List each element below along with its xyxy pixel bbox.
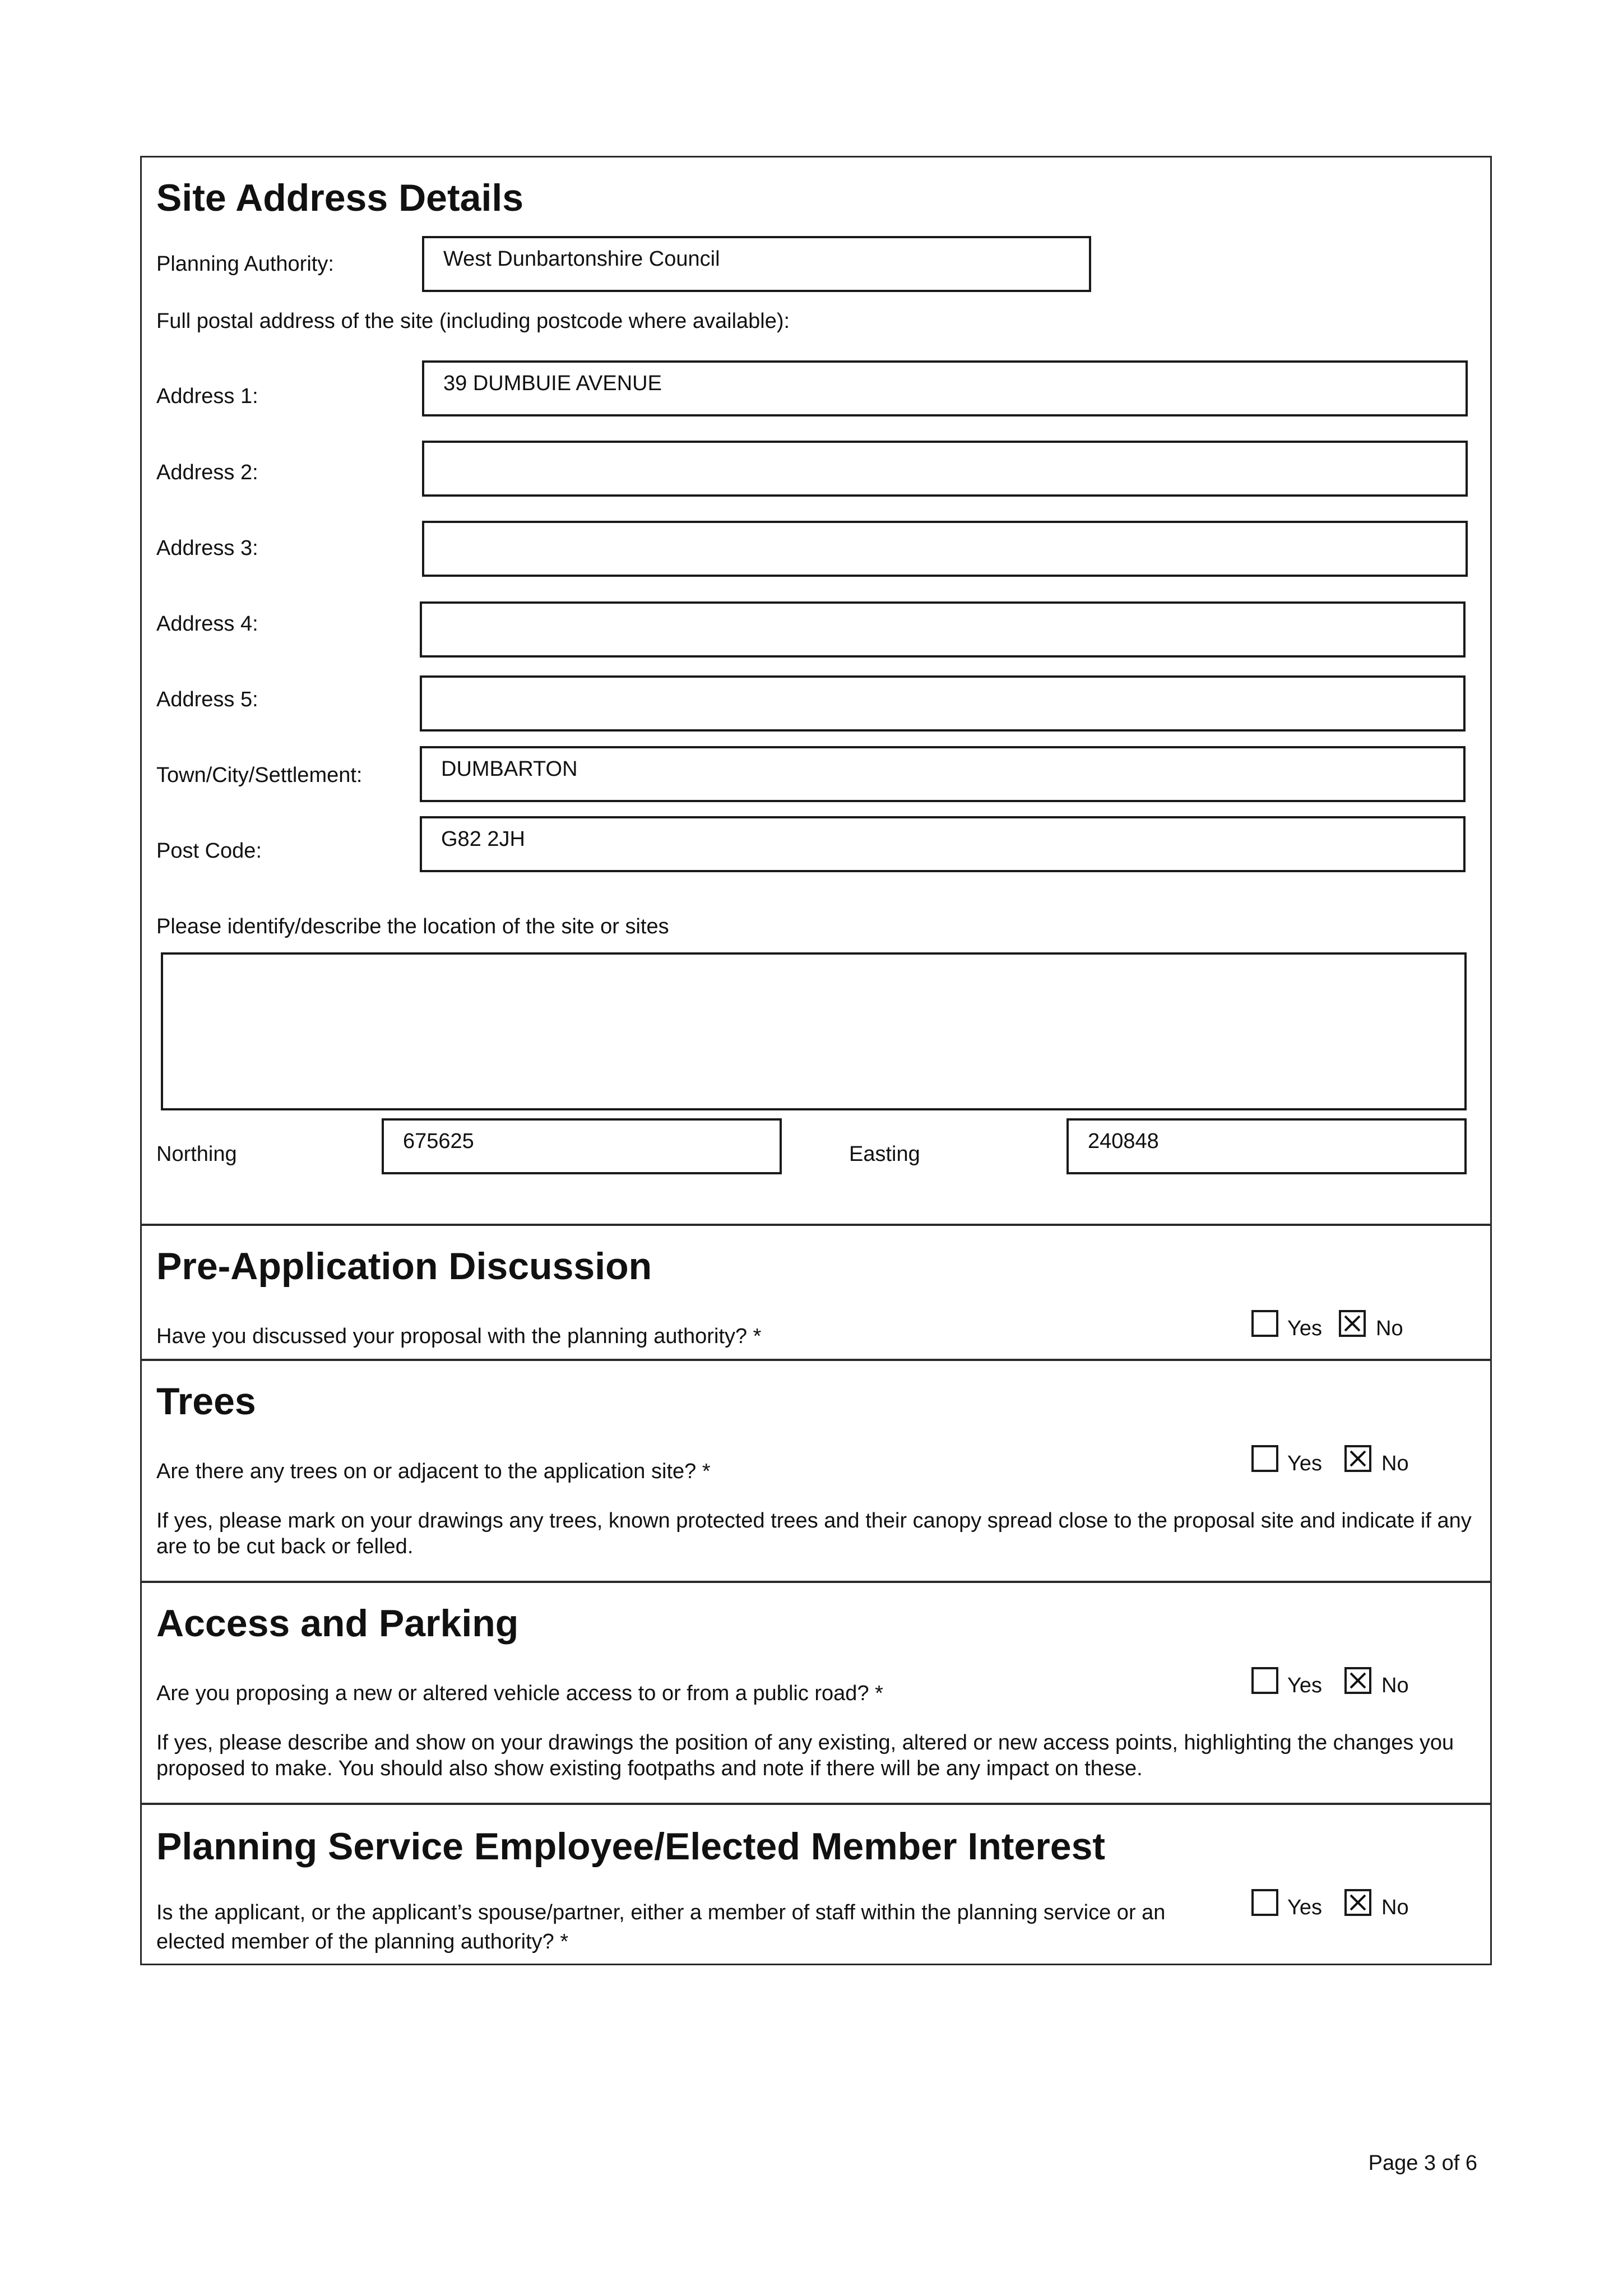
trees-section [142, 1359, 1490, 1581]
northing-label: Northing [156, 1142, 237, 1166]
checked-x-icon [1347, 1669, 1369, 1692]
checked-x-icon [1347, 1891, 1369, 1914]
address2-field[interactable] [422, 441, 1468, 497]
employee-interest-question: Is the applicant, or the applicant’s spouse/partner, either a member of staff within the planning service or an elected member of the planning authority? * [156, 1901, 1166, 1954]
no-checkbox[interactable] [1339, 1310, 1366, 1337]
trees-yes-no [1251, 1445, 1420, 1476]
address2-label: Address 2: [156, 461, 258, 484]
no-label: No [1381, 1896, 1409, 1919]
application-form-page [140, 156, 1492, 1965]
employee-interest-heading: Planning Service Employee/Elected Member Interest [156, 1825, 1106, 1868]
access-parking-question: Are you proposing a new or altered vehicle access to or from a public road? * [156, 1682, 883, 1705]
town-field[interactable]: DUMBARTON [420, 746, 1466, 802]
yes-checkbox[interactable] [1251, 1445, 1278, 1472]
postcode-label: Post Code: [156, 839, 262, 863]
page-number: Page 3 of 6 [1368, 2151, 1477, 2175]
employee-interest-section [142, 1803, 1490, 1967]
pre-application-yes-no [1251, 1310, 1420, 1341]
easting-label: Easting [849, 1142, 920, 1166]
address1-label: Address 1: [156, 385, 258, 408]
site-address-heading: Site Address Details [156, 177, 524, 219]
checked-x-icon [1347, 1447, 1369, 1470]
access-parking-heading: Access and Parking [156, 1602, 519, 1645]
yes-checkbox[interactable] [1251, 1310, 1278, 1337]
yes-label: Yes [1287, 1452, 1322, 1475]
pre-application-heading: Pre-Application Discussion [156, 1245, 652, 1288]
employee-interest-yes-no [1251, 1889, 1420, 1920]
no-label: No [1376, 1317, 1403, 1340]
pre-application-section [142, 1224, 1490, 1359]
no-label: No [1381, 1452, 1409, 1475]
planning-authority-label: Planning Authority: [156, 252, 334, 276]
site-address-section [142, 158, 1490, 1224]
northing-field[interactable]: 675625 [382, 1118, 782, 1174]
location-textarea[interactable] [161, 952, 1467, 1110]
pre-application-question: Have you discussed your proposal with the planning authority? * [156, 1325, 762, 1348]
postcode-field[interactable]: G82 2JH [420, 816, 1466, 872]
address5-field[interactable] [420, 675, 1466, 732]
yes-label: Yes [1287, 1896, 1322, 1919]
access-parking-yes-no [1251, 1667, 1420, 1698]
trees-note: If yes, please mark on your drawings any trees, known protected trees and their canopy spread close to the proposal site and indicate if any are to be cut back or felled. [156, 1509, 1472, 1558]
address3-label: Address 3: [156, 536, 258, 560]
address4-label: Address 4: [156, 612, 258, 636]
planning-authority-field[interactable]: West Dunbartonshire Council [422, 236, 1091, 292]
location-prompt: Please identify/describe the location of the site or sites [156, 915, 669, 938]
no-checkbox[interactable] [1344, 1445, 1371, 1472]
yes-label: Yes [1287, 1317, 1322, 1340]
yes-checkbox[interactable] [1251, 1889, 1278, 1916]
access-parking-section [142, 1581, 1490, 1803]
checked-x-icon [1341, 1312, 1364, 1335]
access-parking-note: If yes, please describe and show on your drawings the position of any existing, altered or new access points, highlighting the changes you proposed to make. You should also show existing footpaths and note if there will be any impact on these. [156, 1731, 1454, 1780]
yes-label: Yes [1287, 1674, 1322, 1697]
address5-label: Address 5: [156, 688, 258, 711]
no-checkbox[interactable] [1344, 1667, 1371, 1694]
no-label: No [1381, 1674, 1409, 1697]
town-label: Town/City/Settlement: [156, 763, 363, 787]
postal-address-intro: Full postal address of the site (including postcode where available): [156, 309, 790, 333]
no-checkbox[interactable] [1344, 1889, 1371, 1916]
easting-field[interactable]: 240848 [1066, 1118, 1467, 1174]
yes-checkbox[interactable] [1251, 1667, 1278, 1694]
trees-question: Are there any trees on or adjacent to the application site? * [156, 1460, 711, 1483]
trees-heading: Trees [156, 1380, 256, 1423]
address4-field[interactable] [420, 601, 1466, 658]
address3-field[interactable] [422, 521, 1468, 577]
address1-field[interactable]: 39 DUMBUIE AVENUE [422, 360, 1468, 416]
